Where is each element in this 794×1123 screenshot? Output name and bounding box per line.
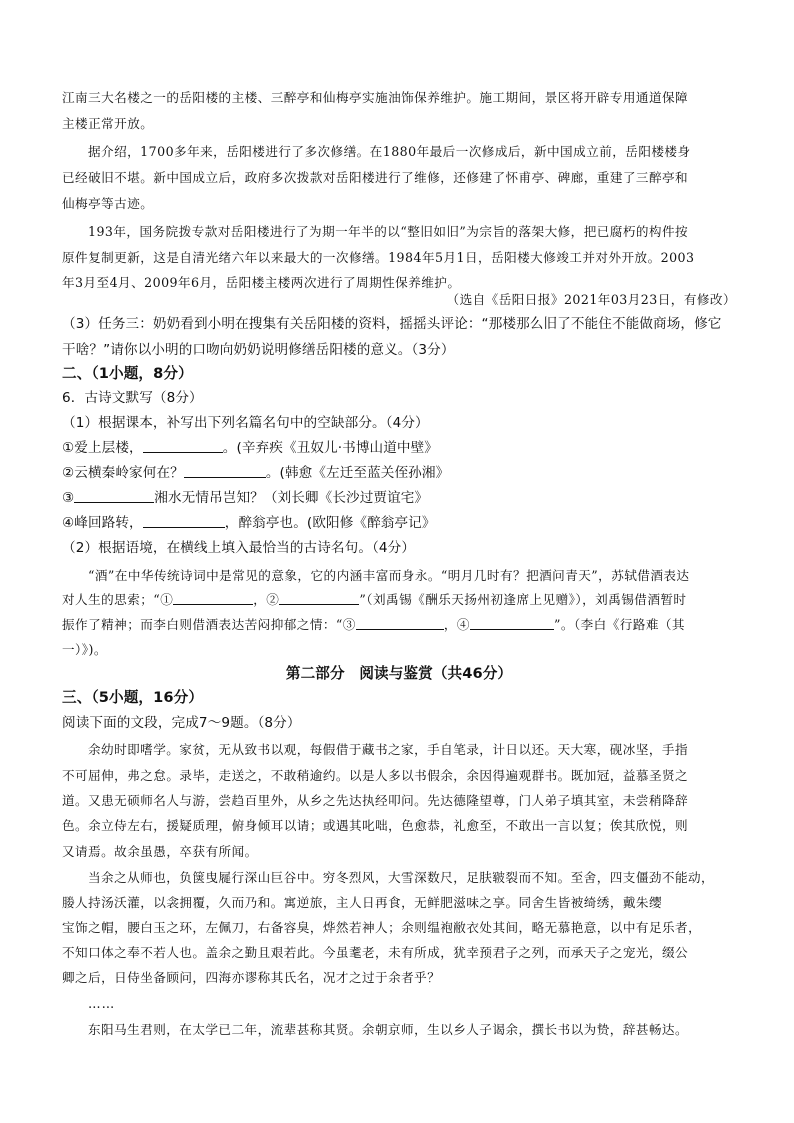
passage-line: 余幼时即嗜学。家贫，无从致书以观，每假借于藏书之家，手自笔录，计日以还。天大寒，砚冰坚，手指 (88, 742, 689, 757)
recitation-item-4: ④峰回路转， ，醉翁亭也。(欧阳修《醉翁亭记》 (62, 515, 436, 531)
text-line: “酒”在中华传统诗词中是常见的意象，它的内涵丰富而身永。“明月几时有？把酒问青天”，苏轼借酒表达 (88, 568, 690, 583)
text-line: 年3月至4月、2009年6月，岳阳楼主楼两次进行了周期性保养维护。 (62, 275, 461, 290)
answer-blank[interactable] (74, 488, 154, 503)
fill-in-line-1: 对人生的思索；“① ，② ”（刘禹锡《酬乐天扬州初逢席上见赠》），刘禹锡借酒暂时 (62, 592, 687, 607)
part-two-heading: 第二部分 阅读与鉴赏（共46分） (285, 665, 513, 682)
text-line: 江南三大名楼之一的岳阳楼的主楼、三醉亭和仙梅亭实施油饰保养维护。施工期间，景区将开辟专用通道保障 (62, 90, 689, 105)
passage-line: 东阳马生君则，在太学已二年，流辈甚称其贤。余朝京师，生以乡人子谒余，撰长书以为贽，辞甚畅达。 (88, 1022, 689, 1037)
ellipsis: …… (88, 996, 116, 1011)
text-line: 已经破旧不堪。新中国成立后，政府多次拨款对岳阳楼进行了维修，还修建了怀甫亭、碑廊，重建了三醉亭和 (62, 170, 689, 185)
question-task-three: （3）任务三：奶奶看到小明在搜集有关岳阳楼的资料，摇摇头评论：“那楼那么旧了不能住不能做商场，修它 (62, 316, 722, 332)
question-6-part-2: （2）根据语境，在横线上填入最恰当的古诗名句。（4分） (62, 540, 416, 556)
passage-line: 宝饰之帽，腰白玉之环，左佩刀，右备容臭，烨然若神人；余则缊袍敝衣处其间，略无慕艳意，以中有足乐者， (62, 920, 702, 935)
answer-blank[interactable] (184, 463, 266, 478)
passage-line: 不可屈伸，弗之怠。录毕，走送之，不敢稍逾约。以是人多以书假余，余因得遍观群书。既加冠，益慕圣贤之 (62, 768, 689, 783)
passage-line: 卿之后，日侍坐备顾问，四海亦谬称其氏名，况才之过于余者乎？ (62, 970, 441, 985)
text-line: 一）》)。 (62, 642, 107, 657)
reading-instruction: 阅读下面的文段，完成7～9题。（8分） (62, 715, 301, 731)
text-line: 193年，国务院拨专款对岳阳楼进行了为期一年半的以“整旧如旧”为宗旨的落架大修，把已腐朽的构件按 (88, 224, 689, 239)
answer-blank[interactable] (356, 615, 444, 630)
passage-line: 不知口体之奉不若人也。盖余之勤且艰若此。今虽耄老，未有所成，犹幸预君子之列，而承天子之宠光，缀公 (62, 945, 689, 960)
answer-blank[interactable] (279, 590, 359, 605)
text-line: 据介绍，1700多年来，岳阳楼进行了多次修缮。在1880年最后一次修成后，新中国成立前，岳阳楼楼身 (88, 144, 691, 159)
passage-line: 道。又患无硕师名人与游，尝趋百里外，从乡之先达执经叩问。先达德隆望尊，门人弟子填其室，未尝稍降辞 (62, 793, 689, 808)
text-line: 原件复制更新，这是自清光绪六年以来最大的一次修缮。1984年5月1日，岳阳楼大修竣工并对外开放。2003 (62, 250, 695, 265)
text-line: 仙梅亭等古迹。 (62, 196, 154, 211)
answer-blank[interactable] (173, 590, 253, 605)
fill-in-line-2: 振作了精神；而李白则借酒表达苦闷抑郁之情：“③ ，④ ”。（李白《行路难（其 (62, 617, 685, 632)
section-three-heading: 三、（5小题，16分） (62, 689, 204, 706)
answer-blank[interactable] (470, 615, 554, 630)
answer-blank[interactable] (143, 513, 225, 528)
passage-line: 又请焉。故余虽愚，卒获有所闻。 (62, 844, 258, 859)
recitation-item-2: ②云横秦岭家何在？ 。(韩愈《左迁至蓝关侄孙湘》 (62, 465, 450, 481)
passage-line: 色。余立侍左右，援疑质理，俯身倾耳以请；或遇其叱咄，色愈恭，礼愈至，不敢出一言以复；俟其欣悦，则 (62, 818, 689, 833)
recitation-item-1: ①爱上层楼， 。(辛弃疾《丑奴儿·书博山道中壁》 (62, 440, 438, 456)
passage-line: 媵人持汤沃灌，以衾拥覆，久而乃和。寓逆旅，主人日再食，无鲜肥滋味之享。同舍生皆被绮绣，戴朱缨 (62, 895, 663, 910)
question-task-three-cont: 干啥？”请你以小明的口吻向奶奶说明修缮岳阳楼的意义。（3分） (62, 342, 455, 358)
answer-blank[interactable] (143, 438, 223, 453)
text-line: 主楼正常开放。 (62, 116, 154, 131)
source-citation: （选自《岳阳日报》2021年03月23日，有修改） (446, 292, 736, 307)
recitation-item-3: ③ 湘水无情吊岂知？（刘长卿《长沙过贾谊宅》 (62, 490, 429, 506)
question-6-title: 6．古诗文默写（8分） (62, 390, 203, 406)
question-6-part-1: （1）根据课本，补写出下列名篇名句中的空缺部分。（4分） (62, 415, 429, 431)
section-two-heading: 二、（1小题，8分） (62, 365, 193, 382)
passage-line: 当余之从师也，负箧曳屣行深山巨谷中。穷冬烈风，大雪深数尺，足肤皲裂而不知。至舍，四支僵劲不能动， (88, 870, 715, 885)
